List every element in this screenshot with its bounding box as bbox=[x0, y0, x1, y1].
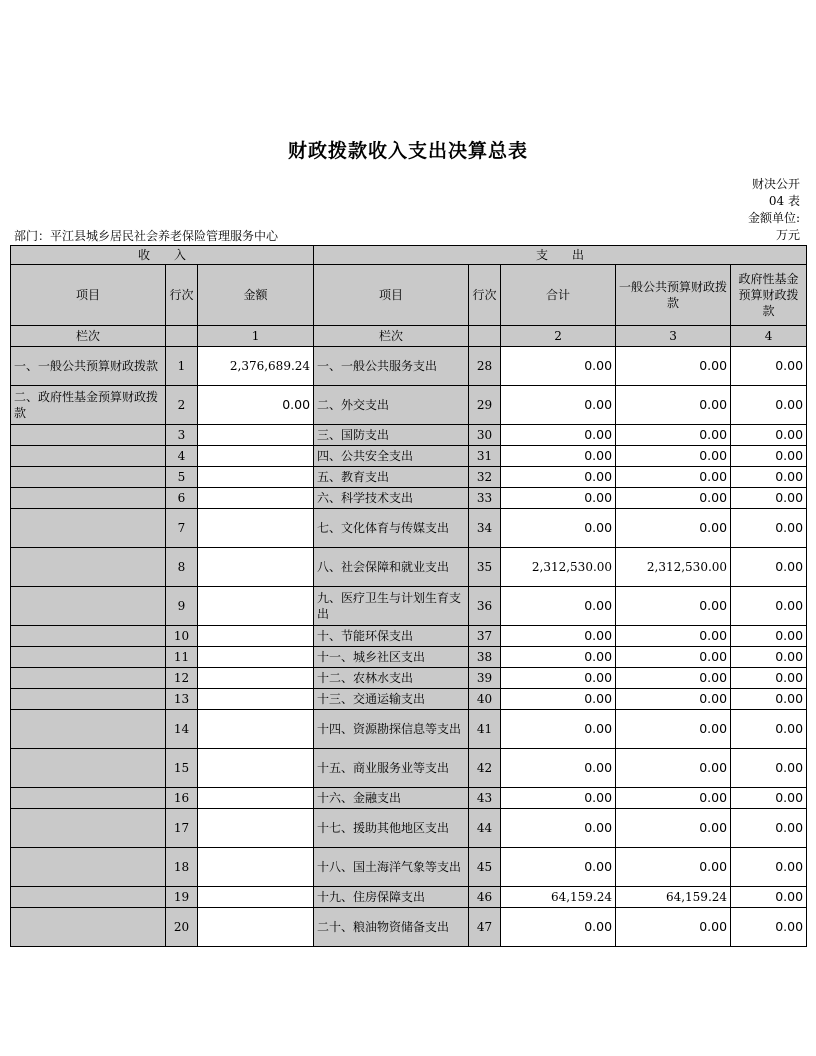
table-row bbox=[11, 809, 807, 848]
expense-row-number: 35 bbox=[469, 548, 501, 587]
general-budget-cell: 0.00 bbox=[616, 347, 731, 386]
lanci-row bbox=[11, 326, 807, 347]
table-row bbox=[11, 689, 807, 710]
col-2-label: 2 bbox=[501, 326, 616, 347]
total-amount-cell: 0.00 bbox=[501, 908, 616, 947]
expense-row-number: 43 bbox=[469, 788, 501, 809]
income-amount-cell bbox=[198, 647, 314, 668]
general-budget-cell: 0.00 bbox=[616, 809, 731, 848]
table-row bbox=[11, 587, 807, 626]
expense-item-cell: 十七、援助其他地区支出 bbox=[314, 809, 469, 848]
expense-item-cell: 十五、商业服务业等支出 bbox=[314, 749, 469, 788]
fund-budget-cell: 0.00 bbox=[731, 446, 807, 467]
budget-table bbox=[10, 245, 807, 947]
general-budget-cell: 2,312,530.00 bbox=[616, 548, 731, 587]
table-row bbox=[11, 749, 807, 788]
page-title: 财政拨款收入支出决算总表 bbox=[287, 140, 528, 162]
total-amount-cell: 0.00 bbox=[501, 347, 616, 386]
income-amount-cell: 0.00 bbox=[198, 386, 314, 425]
expense-row-number: 28 bbox=[469, 347, 501, 386]
table-row bbox=[11, 548, 807, 587]
total-amount-cell: 0.00 bbox=[501, 488, 616, 509]
expense-item-cell: 七、文化体育与传媒支出 bbox=[314, 509, 469, 548]
income-row-number: 2 bbox=[166, 386, 198, 425]
expense-header: 支 出 bbox=[314, 246, 807, 265]
expense-item-cell: 十三、交通运输支出 bbox=[314, 689, 469, 710]
income-item-cell bbox=[11, 488, 166, 509]
total-amount-cell: 0.00 bbox=[501, 710, 616, 749]
department-label: 部门：平江县城乡居民社会养老保险管理服务中心 bbox=[14, 229, 279, 243]
income-amount-cell bbox=[198, 668, 314, 689]
total-amount-cell: 0.00 bbox=[501, 809, 616, 848]
income-row-number: 18 bbox=[166, 848, 198, 887]
income-row-number: 5 bbox=[166, 467, 198, 488]
income-amount-cell bbox=[198, 710, 314, 749]
income-lanci-blank bbox=[166, 326, 198, 347]
income-item-cell bbox=[11, 710, 166, 749]
income-row-number: 4 bbox=[166, 446, 198, 467]
income-item-cell bbox=[11, 689, 166, 710]
report-meta bbox=[748, 176, 800, 244]
general-budget-cell: 0.00 bbox=[616, 848, 731, 887]
unit-value: 万元 bbox=[775, 228, 800, 242]
income-item-cell bbox=[11, 749, 166, 788]
total-amount-cell: 2,312,530.00 bbox=[501, 548, 616, 587]
general-budget-cell: 0.00 bbox=[616, 647, 731, 668]
fund-budget-header: 政府性基金预算财政拨款 bbox=[731, 265, 807, 326]
total-amount-cell: 0.00 bbox=[501, 626, 616, 647]
table-row bbox=[11, 887, 807, 908]
expense-row-number: 36 bbox=[469, 587, 501, 626]
expense-item-cell: 一、一般公共服务支出 bbox=[314, 347, 469, 386]
table-row bbox=[11, 386, 807, 425]
table-row bbox=[11, 446, 807, 467]
expense-item-cell: 四、公共安全支出 bbox=[314, 446, 469, 467]
table-row bbox=[11, 467, 807, 488]
fund-budget-cell: 0.00 bbox=[731, 488, 807, 509]
expense-row-number: 33 bbox=[469, 488, 501, 509]
general-budget-cell: 0.00 bbox=[616, 689, 731, 710]
total-amount-cell: 0.00 bbox=[501, 467, 616, 488]
total-amount-cell: 0.00 bbox=[501, 788, 616, 809]
income-item-cell bbox=[11, 467, 166, 488]
fund-budget-cell: 0.00 bbox=[731, 509, 807, 548]
income-row-number: 9 bbox=[166, 587, 198, 626]
total-amount-cell: 0.00 bbox=[501, 749, 616, 788]
income-item-cell bbox=[11, 668, 166, 689]
income-amount-cell bbox=[198, 587, 314, 626]
expense-row-number: 46 bbox=[469, 887, 501, 908]
expense-item-cell: 二、外交支出 bbox=[314, 386, 469, 425]
fund-budget-cell: 0.00 bbox=[731, 887, 807, 908]
expense-row-number: 44 bbox=[469, 809, 501, 848]
income-row-number: 10 bbox=[166, 626, 198, 647]
income-amount-cell bbox=[198, 749, 314, 788]
header-columns-row bbox=[11, 265, 807, 326]
income-row-number: 12 bbox=[166, 668, 198, 689]
expense-row-number: 45 bbox=[469, 848, 501, 887]
income-row-number: 15 bbox=[166, 749, 198, 788]
general-budget-cell: 0.00 bbox=[616, 587, 731, 626]
income-row-number: 13 bbox=[166, 689, 198, 710]
income-item-cell bbox=[11, 647, 166, 668]
expense-item-cell: 十一、城乡社区支出 bbox=[314, 647, 469, 668]
fund-budget-cell: 0.00 bbox=[731, 788, 807, 809]
expense-item-cell: 五、教育支出 bbox=[314, 467, 469, 488]
income-item-cell bbox=[11, 887, 166, 908]
income-amount-cell bbox=[198, 788, 314, 809]
expense-item-cell: 十六、金融支出 bbox=[314, 788, 469, 809]
income-item-cell bbox=[11, 425, 166, 446]
expense-row-number: 47 bbox=[469, 908, 501, 947]
total-amount-cell: 0.00 bbox=[501, 425, 616, 446]
table-row bbox=[11, 626, 807, 647]
total-amount-cell: 0.00 bbox=[501, 587, 616, 626]
expense-row-number: 39 bbox=[469, 668, 501, 689]
income-amount-cell bbox=[198, 548, 314, 587]
expense-row-number: 30 bbox=[469, 425, 501, 446]
expense-item-cell: 六、科学技术支出 bbox=[314, 488, 469, 509]
total-amount-cell: 0.00 bbox=[501, 386, 616, 425]
general-budget-cell: 0.00 bbox=[616, 908, 731, 947]
expense-row-number: 29 bbox=[469, 386, 501, 425]
unit-label: 金额单位: bbox=[747, 211, 800, 225]
table-row bbox=[11, 509, 807, 548]
income-item-header: 项目 bbox=[11, 265, 166, 326]
income-amount-cell bbox=[198, 488, 314, 509]
fund-budget-cell: 0.00 bbox=[731, 809, 807, 848]
income-amount-cell bbox=[198, 626, 314, 647]
total-amount-cell: 0.00 bbox=[501, 689, 616, 710]
general-budget-header: 一般公共预算财政拨款 bbox=[616, 265, 731, 326]
income-row-number: 7 bbox=[166, 509, 198, 548]
fund-budget-cell: 0.00 bbox=[731, 548, 807, 587]
fund-budget-cell: 0.00 bbox=[731, 626, 807, 647]
general-budget-cell: 0.00 bbox=[616, 710, 731, 749]
income-row-number: 6 bbox=[166, 488, 198, 509]
expense-row-number: 42 bbox=[469, 749, 501, 788]
income-row-number: 16 bbox=[166, 788, 198, 809]
expense-row-number: 34 bbox=[469, 509, 501, 548]
table-number: 04 表 bbox=[768, 194, 800, 208]
general-budget-cell: 0.00 bbox=[616, 509, 731, 548]
expense-item-cell: 三、国防支出 bbox=[314, 425, 469, 446]
general-budget-cell: 0.00 bbox=[616, 446, 731, 467]
income-item-cell bbox=[11, 446, 166, 467]
general-budget-cell: 0.00 bbox=[616, 467, 731, 488]
table-row bbox=[11, 710, 807, 749]
fund-budget-cell: 0.00 bbox=[731, 386, 807, 425]
income-amount-cell bbox=[198, 908, 314, 947]
report-code: 财决公开 bbox=[751, 177, 800, 191]
general-budget-cell: 64,159.24 bbox=[616, 887, 731, 908]
col-1-label: 1 bbox=[198, 326, 314, 347]
income-row-number: 11 bbox=[166, 647, 198, 668]
table-row bbox=[11, 425, 807, 446]
table-row bbox=[11, 908, 807, 947]
income-item-cell bbox=[11, 509, 166, 548]
fund-budget-cell: 0.00 bbox=[731, 710, 807, 749]
income-amount-header: 金额 bbox=[198, 265, 314, 326]
income-item-cell bbox=[11, 626, 166, 647]
total-amount-cell: 0.00 bbox=[501, 668, 616, 689]
income-rowno-header: 行次 bbox=[166, 265, 198, 326]
fund-budget-cell: 0.00 bbox=[731, 668, 807, 689]
general-budget-cell: 0.00 bbox=[616, 749, 731, 788]
fund-budget-cell: 0.00 bbox=[731, 587, 807, 626]
total-amount-cell: 0.00 bbox=[501, 509, 616, 548]
expense-item-header: 项目 bbox=[314, 265, 469, 326]
income-item-cell bbox=[11, 548, 166, 587]
expense-item-cell: 十八、国土海洋气象等支出 bbox=[314, 848, 469, 887]
total-amount-cell: 64,159.24 bbox=[501, 887, 616, 908]
header-group-row bbox=[11, 246, 807, 265]
income-amount-cell bbox=[198, 509, 314, 548]
general-budget-cell: 0.00 bbox=[616, 668, 731, 689]
expense-item-cell: 十四、资源勘探信息等支出 bbox=[314, 710, 469, 749]
table-row bbox=[11, 788, 807, 809]
income-item-cell bbox=[11, 788, 166, 809]
table-row bbox=[11, 347, 807, 386]
expense-item-cell: 十、节能环保支出 bbox=[314, 626, 469, 647]
income-amount-cell bbox=[198, 467, 314, 488]
income-amount-cell bbox=[198, 848, 314, 887]
total-amount-cell: 0.00 bbox=[501, 848, 616, 887]
general-budget-cell: 0.00 bbox=[616, 386, 731, 425]
income-amount-cell bbox=[198, 446, 314, 467]
expense-row-number: 31 bbox=[469, 446, 501, 467]
expense-item-cell: 二十、粮油物资储备支出 bbox=[314, 908, 469, 947]
col-4-label: 4 bbox=[731, 326, 807, 347]
income-amount-cell: 2,376,689.24 bbox=[198, 347, 314, 386]
income-row-number: 8 bbox=[166, 548, 198, 587]
general-budget-cell: 0.00 bbox=[616, 788, 731, 809]
total-amount-cell: 0.00 bbox=[501, 446, 616, 467]
fund-budget-cell: 0.00 bbox=[731, 647, 807, 668]
fund-budget-cell: 0.00 bbox=[731, 467, 807, 488]
general-budget-cell: 0.00 bbox=[616, 425, 731, 446]
income-row-number: 14 bbox=[166, 710, 198, 749]
table-row bbox=[11, 488, 807, 509]
expense-row-number: 32 bbox=[469, 467, 501, 488]
income-item-cell bbox=[11, 908, 166, 947]
fund-budget-cell: 0.00 bbox=[731, 749, 807, 788]
fund-budget-cell: 0.00 bbox=[731, 908, 807, 947]
expense-item-cell: 十二、农林水支出 bbox=[314, 668, 469, 689]
expense-item-cell: 八、社会保障和就业支出 bbox=[314, 548, 469, 587]
income-row-number: 1 bbox=[166, 347, 198, 386]
income-item-cell: 二、政府性基金预算财政拨款 bbox=[11, 386, 166, 425]
income-row-number: 3 bbox=[166, 425, 198, 446]
fund-budget-cell: 0.00 bbox=[731, 848, 807, 887]
table-row bbox=[11, 848, 807, 887]
expense-lanci-blank bbox=[469, 326, 501, 347]
income-item-cell bbox=[11, 809, 166, 848]
income-row-number: 20 bbox=[166, 908, 198, 947]
general-budget-cell: 0.00 bbox=[616, 488, 731, 509]
expense-item-cell: 十九、住房保障支出 bbox=[314, 887, 469, 908]
fund-budget-cell: 0.00 bbox=[731, 425, 807, 446]
income-amount-cell bbox=[198, 425, 314, 446]
expense-item-cell: 九、医疗卫生与计划生育支出 bbox=[314, 587, 469, 626]
expense-rowno-header: 行次 bbox=[469, 265, 501, 326]
income-row-number: 19 bbox=[166, 887, 198, 908]
income-amount-cell bbox=[198, 887, 314, 908]
income-item-cell: 一、一般公共预算财政拨款 bbox=[11, 347, 166, 386]
general-budget-cell: 0.00 bbox=[616, 626, 731, 647]
table-row bbox=[11, 647, 807, 668]
income-row-number: 17 bbox=[166, 809, 198, 848]
income-header: 收 入 bbox=[11, 246, 314, 265]
fund-budget-cell: 0.00 bbox=[731, 689, 807, 710]
fund-budget-cell: 0.00 bbox=[731, 347, 807, 386]
expense-row-number: 37 bbox=[469, 626, 501, 647]
total-header: 合计 bbox=[501, 265, 616, 326]
col-3-label: 3 bbox=[616, 326, 731, 347]
expense-row-number: 40 bbox=[469, 689, 501, 710]
income-amount-cell bbox=[198, 809, 314, 848]
income-amount-cell bbox=[198, 689, 314, 710]
income-item-cell bbox=[11, 848, 166, 887]
expense-row-number: 41 bbox=[469, 710, 501, 749]
income-item-cell bbox=[11, 587, 166, 626]
table-row bbox=[11, 668, 807, 689]
income-lanci: 栏次 bbox=[11, 326, 166, 347]
expense-row-number: 38 bbox=[469, 647, 501, 668]
total-amount-cell: 0.00 bbox=[501, 647, 616, 668]
expense-lanci: 栏次 bbox=[314, 326, 469, 347]
